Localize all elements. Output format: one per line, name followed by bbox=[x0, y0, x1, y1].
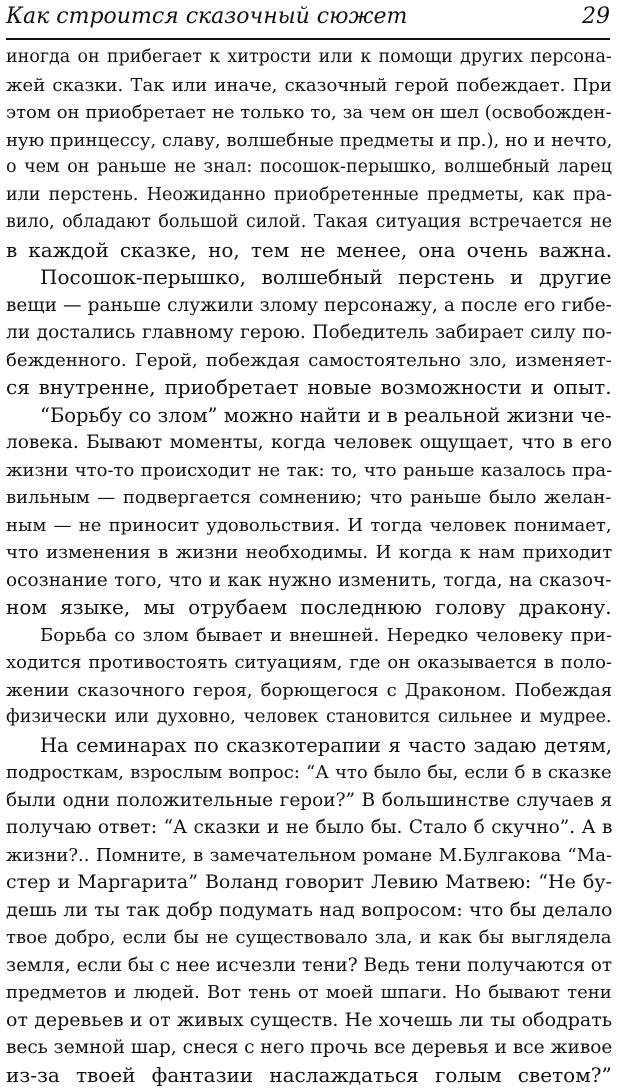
page-header bbox=[6, 0, 610, 40]
text-line: от деревьев и от живых существ. Не хочешь ли ты ободрать bbox=[6, 1007, 612, 1035]
text-line: ся внутренне, приобретает новые возможности и опыт. bbox=[6, 374, 612, 402]
text-line: ли достались главному герою. Победитель забирает силу по- bbox=[6, 319, 612, 347]
text-line: получаю ответ: “А сказки и не было бы. Стало б скучно”. А в bbox=[6, 814, 612, 842]
text-line: весь земной шар, снеся с него прочь все деревья и все живое bbox=[6, 1034, 612, 1062]
text-line: осознание того, что и как нужно изменить, тогда, на сказоч- bbox=[6, 567, 612, 595]
text-line: жении сказочного героя, борющегося с Драконом. Побеждая bbox=[6, 677, 612, 705]
text-line: вещи — раньше служили злому персонажу, а после его гибе- bbox=[6, 292, 612, 320]
text-line: ходится противостоять ситуациям, где он оказывается в поло- bbox=[6, 649, 612, 677]
text-line: ловека. Бывают моменты, когда человек ощущает, что в его bbox=[6, 429, 612, 457]
text-line: предметов и людей. Вот тень от моей шпаги. Но бывают тени bbox=[6, 979, 612, 1007]
text-line: Посошок-перышко, волшебный перстень и другие bbox=[6, 264, 612, 292]
text-line: были одни положительные герои?” В большинстве случаев я bbox=[6, 787, 612, 815]
text-line: вило, обладают большой силой. Такая ситуация встречается не bbox=[6, 209, 612, 237]
page-number: 29 bbox=[582, 2, 610, 32]
text-line: что изменения в жизни необходимы. И когда к нам приходит bbox=[6, 539, 612, 567]
text-line: подросткам, взрослым вопрос: “А что было бы, если б в сказке bbox=[6, 759, 612, 787]
text-line: Борьба со злом бывает и внешней. Нередко человеку при- bbox=[6, 622, 612, 650]
text-line: твое добро, если бы не существовало зла, и как бы выглядела bbox=[6, 924, 612, 952]
text-line: ным — не приносит удовольствия. И тогда человек понимает, bbox=[6, 512, 612, 540]
text-line: или перстень. Неожиданно приобретенные предметы, как пра- bbox=[6, 182, 612, 210]
text-line: ную принцессу, славу, волшебные предметы и пр.), но и нечто, bbox=[6, 127, 612, 155]
text-line: бежденного. Герой, побеждая самостоятельно зло, изменяет- bbox=[6, 347, 612, 375]
text-line: жизни что-то происходит не так: то, что раньше казалось пра- bbox=[6, 457, 612, 485]
text-line: этом он приобретает не только то, за чем он шел (освобожден- bbox=[6, 99, 612, 127]
text-line: ном языке, мы отрубаем последнюю голову дракону. bbox=[6, 594, 612, 622]
body-text bbox=[6, 44, 612, 1089]
text-line: стер и Маргарита” Воланд говорит Левию Матвею: “Не бу- bbox=[6, 869, 612, 897]
text-line: в каждой сказке, но, тем не менее, она очень важна. bbox=[6, 237, 612, 265]
text-line: иногда он прибегает к хитрости или к помощи других персона- bbox=[6, 44, 612, 72]
text-line: На семинарах по сказкотерапии я часто задаю детям, bbox=[6, 732, 612, 760]
text-line: жей сказки. Так или иначе, сказочный герой побеждает. При bbox=[6, 72, 612, 100]
text-line: физически или духовно, человек становится сильнее и мудрее. bbox=[6, 704, 612, 732]
text-line: жизни?.. Помните, в замечательном романе М.Булгакова “Ма- bbox=[6, 842, 612, 870]
text-line: дешь ли ты так добр подумать над вопросом: что бы делало bbox=[6, 897, 612, 925]
text-line: земля, если бы с нее исчезли тени? Ведь тени получаются от bbox=[6, 952, 612, 980]
running-title: Как строится сказочный сюжет bbox=[6, 2, 407, 32]
text-line: о чем он раньше не знал: посошок-перышко, волшебный ларец bbox=[6, 154, 612, 182]
text-line: из-за твоей фантазии наслаждаться голым светом?” bbox=[6, 1062, 612, 1089]
text-line: “Борьбу со злом” можно найти и в реальной жизни че- bbox=[6, 402, 612, 430]
text-line: вильным — подвергается сомнению; что раньше было желан- bbox=[6, 484, 612, 512]
